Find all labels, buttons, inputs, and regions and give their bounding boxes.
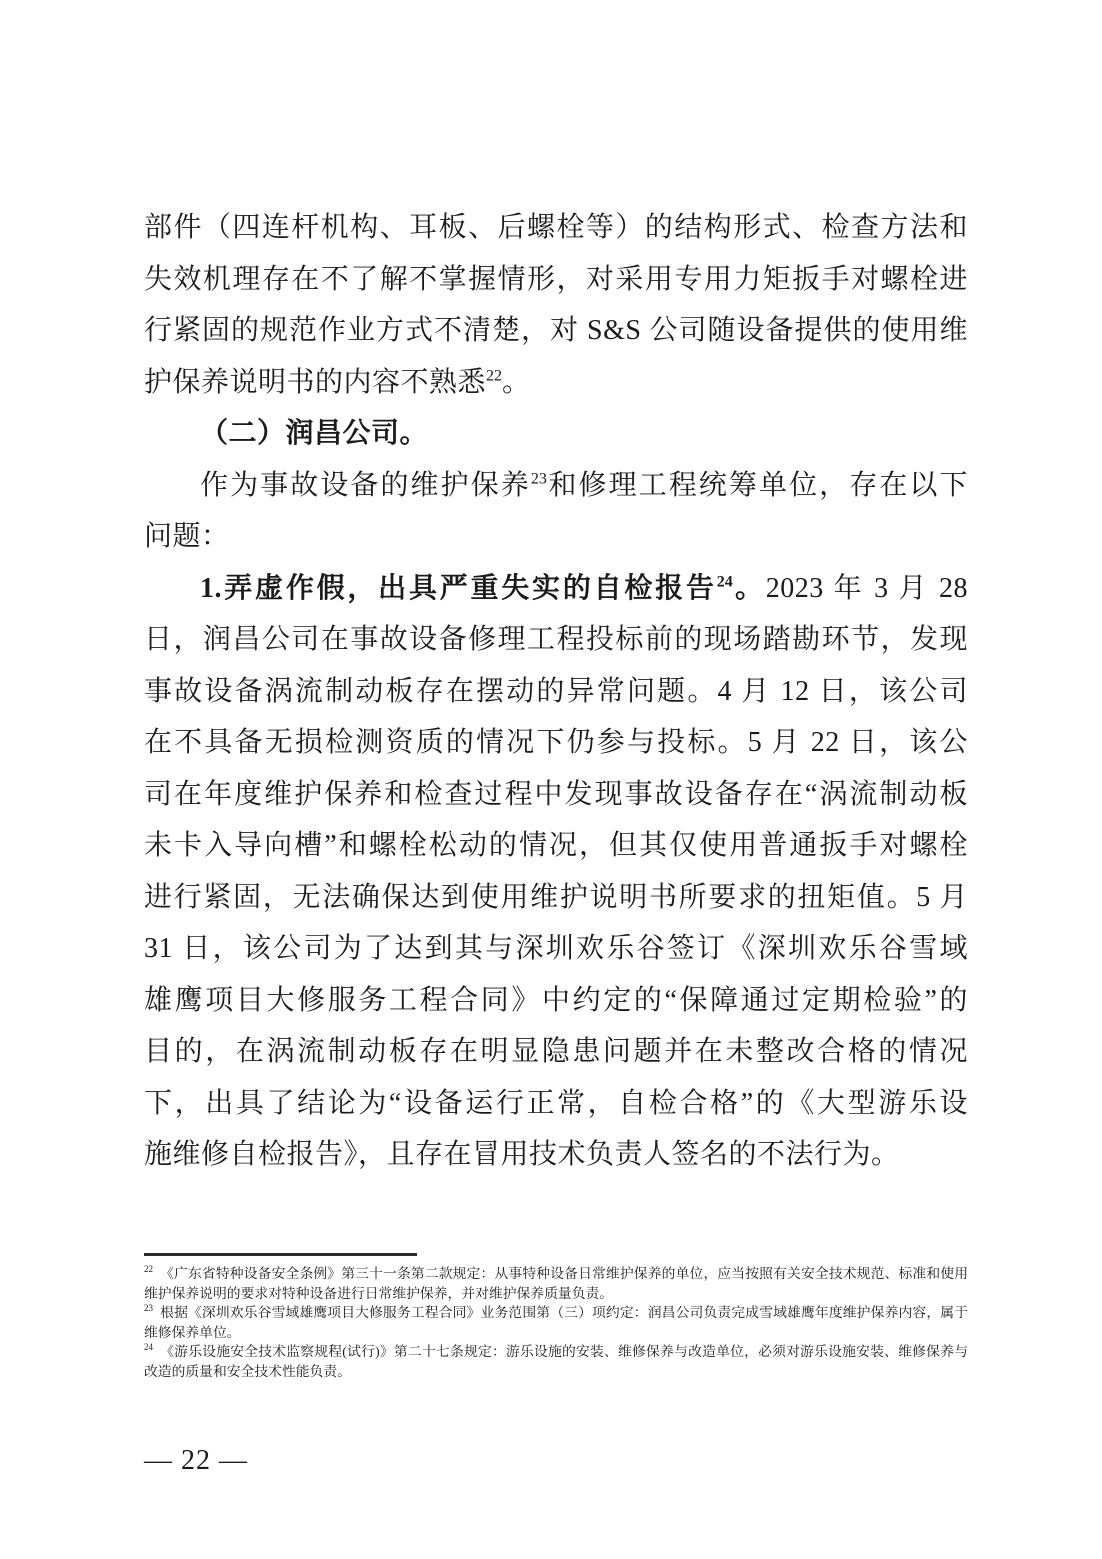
body-line: 日，润昌公司在事故设备修理工程投标前的现场踏勘环节，发现 [144,624,968,655]
footnote-line [144,1342,968,1362]
footnote-separator [144,1253,417,1256]
body-line: 进行紧固，无法确保达到使用维护说明书所要求的扭矩值。5 月 [144,881,968,913]
footnote-line [144,1264,968,1284]
footnote-text: 根据《深圳欢乐谷雪域雄鹰项目大修服务工程合同》业务范围第（三）项约定：润昌公司负责完成雪域雄鹰年度维护保养内容，属于 [160,1305,968,1320]
body-line [144,563,968,615]
page-number: — 22 — [144,1445,248,1476]
footnotes [144,1264,968,1381]
body-line-text: 护保养说明书的内容不熟悉 [144,366,487,398]
subitem-heading: 。 [732,572,766,604]
footnote-line: 维修保养单位。 [144,1324,241,1340]
body-line: 在不具备无损检测资质的情况下仍参与投标。5 月 22 日，该公 [144,727,968,758]
footnote-text: 《广东省特种设备安全条例》第三十一条第二款规定：从事特种设备日常维护保养的单位，应当按照有关安全技术规范、标准和使用 [160,1266,968,1281]
section-heading: （二）润昌公司。 [200,418,429,449]
body-line: 未卡入导向槽”和螺栓松动的情况，但其仅使用普通扳手对螺栓 [144,830,968,861]
body-line-text: 。 [502,366,531,398]
body-line-text: 作为事故设备的维护保养 [200,469,531,501]
body-line: 行紧固的规范作业方式不清楚，对 S&S 公司随设备提供的使用维 [144,315,968,346]
body-line: 雄鹰项目大修服务工程合同》中约定的“保障通过定期检验”的 [144,984,968,1016]
footnote-text: 《游乐设施安全技术监察规程(试行)》第二十七条规定：游乐设施的安装、维修保养与改造单位，必须对游乐设施安装、维修保养与 [160,1344,968,1359]
footnote-marker-24: 24 [144,1342,153,1353]
footnote-ref-22: 22 [486,367,503,385]
body-line [144,460,968,512]
body-line: 问题： [144,521,230,552]
footnote-line: 改造的质量和安全技术性能负责。 [144,1363,351,1379]
body-line: 下，出具了结论为“设备运行正常，自检合格”的《大型游乐设 [144,1087,968,1119]
body-line-text: 2023 年 3 月 28 [765,572,968,604]
subitem-heading: 1.弄虚作假，出具严重失实的自检报告 [200,572,717,604]
footnote-marker-23: 23 [144,1303,153,1314]
footnote-marker-22: 22 [144,1264,153,1275]
footnote-ref-23: 23 [530,470,547,488]
footnote-line: 维护保养说明的要求对特种设备进行日常维护保养，并对维护保养质量负责。 [144,1285,614,1301]
body-line: 施维修自检报告》，且存在冒用技术负责人签名的不法行为。 [144,1139,900,1170]
body-line: 失效机理存在不了解不掌握情形，对采用专用力矩扳手对螺栓进 [144,263,968,295]
footnote-line [144,1303,968,1323]
body-line: 司在年度维护保养和检查过程中发现事故设备存在“涡流制动板 [144,778,968,810]
body-line-text: 和修理工程统筹单位，存在以下 [546,469,968,501]
body-line: 部件（四连杆机构、耳板、后螺栓等）的结构形式、检查方法和 [144,212,968,243]
body-line: 目的，在涡流制动板存在明显隐患问题并在未整改合格的情况 [144,1036,968,1067]
document-body [144,202,968,1181]
footnote-ref-24: 24 [716,573,733,591]
body-line: 事故设备涡流制动板存在摆动的异常问题。4 月 12 日，该公司 [144,675,968,707]
body-line: 31 日，该公司为了达到其与深圳欢乐谷签订《深圳欢乐谷雪域 [144,933,968,964]
body-line [144,357,968,409]
